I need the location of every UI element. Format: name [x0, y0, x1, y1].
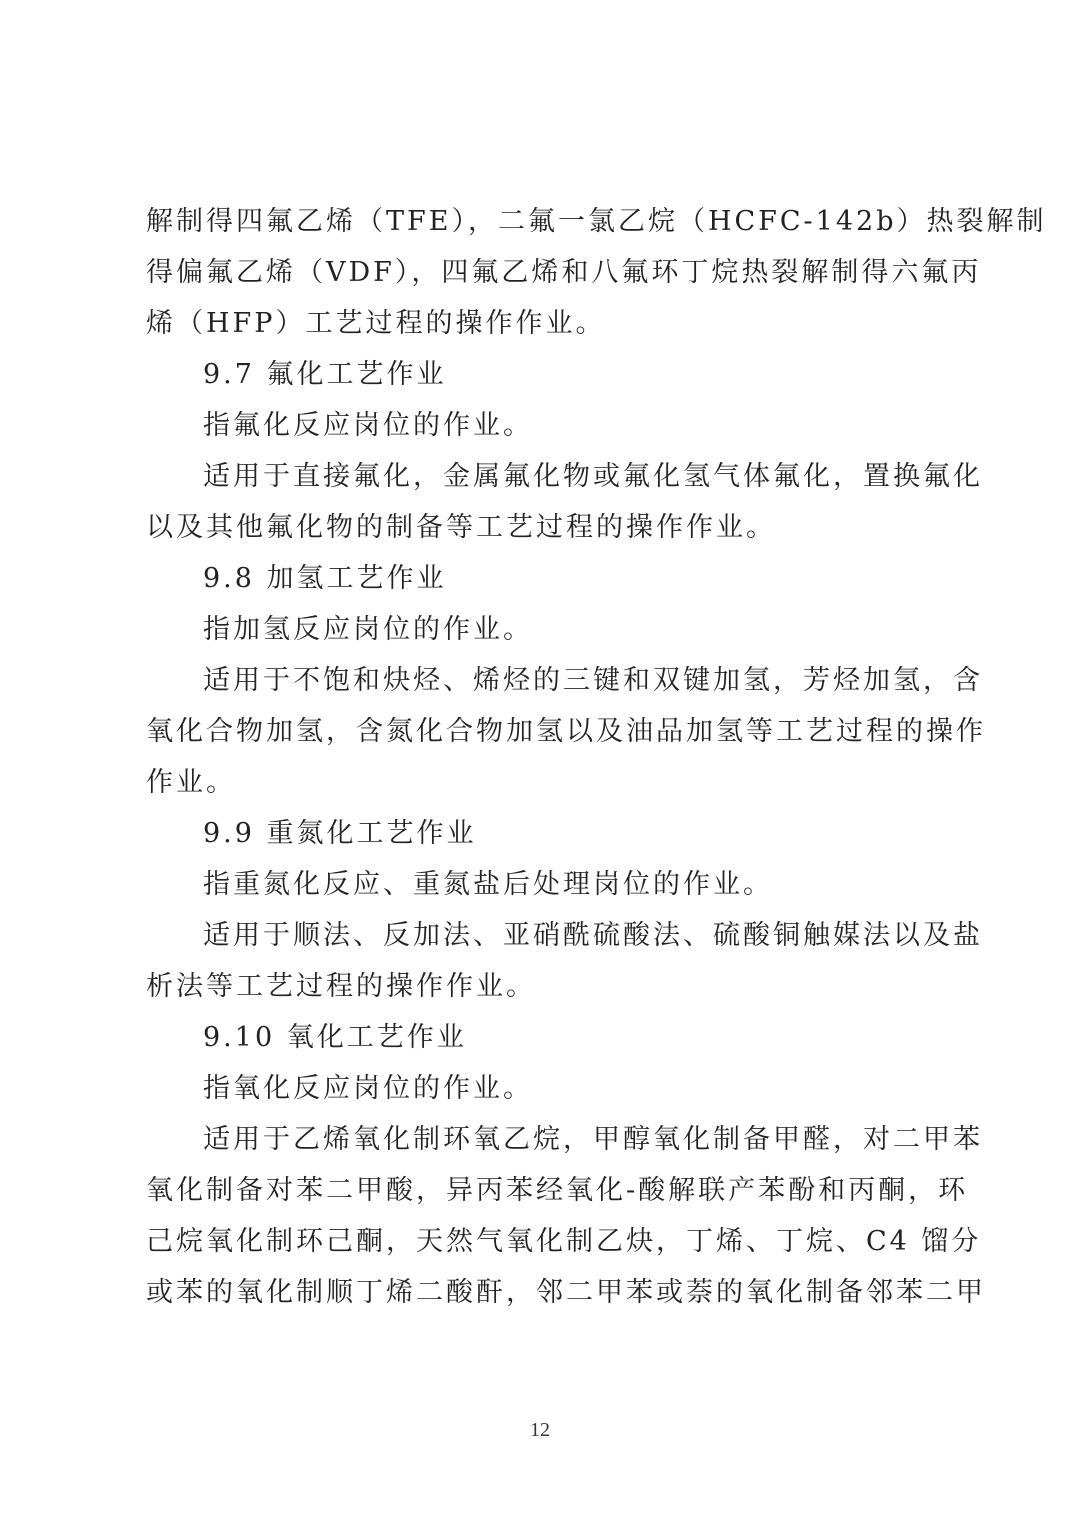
text-line: 氧化合物加氢，含氮化合物加氢以及油品加氢等工艺过程的操作 [146, 716, 986, 747]
text-line: 己烷氧化制环己酮，天然气氧化制乙炔，丁烯、丁烷、C4 馏分 [146, 1226, 982, 1257]
text-line: 适用于不饱和炔烃、烯烃的三键和双键加氢，芳烃加氢，含 [203, 665, 983, 696]
text-line: 适用于乙烯氧化制环氧乙烷，甲醇氧化制备甲醛，对二甲苯 [203, 1124, 983, 1155]
text-line: 指重氮化反应、重氮盐后处理岗位的作业。 [203, 869, 773, 900]
text-line: 以及其他氟化物的制备等工艺过程的操作作业。 [146, 512, 776, 543]
section-heading: 9.7 氟化工艺作业 [203, 359, 447, 390]
text-line: 得偏氟乙烯（VDF），四氟乙烯和八氟环丁烷热裂解制得六氟丙 [146, 257, 982, 288]
section-heading: 9.10 氧化工艺作业 [203, 1022, 467, 1053]
text-line: 指加氢反应岗位的作业。 [203, 614, 533, 645]
section-heading: 9.9 重氮化工艺作业 [203, 818, 477, 849]
text-line: 析法等工艺过程的操作作业。 [146, 971, 536, 1002]
section-heading: 9.8 加氢工艺作业 [203, 563, 447, 594]
text-line: 氧化制备对苯二甲酸，异丙苯经氧化-酸解联产苯酚和丙酮，环 [146, 1175, 969, 1206]
text-line: 烯（HFP）工艺过程的操作作业。 [146, 308, 606, 339]
text-line: 适用于顺法、反加法、亚硝酰硫酸法、硫酸铜触媒法以及盐 [203, 920, 983, 951]
document-body [146, 196, 1047, 1318]
text-line: 指氧化反应岗位的作业。 [203, 1073, 533, 1104]
text-line: 解制得四氟乙烯（TFE），二氟一氯乙烷（HCFC-142b）热裂解制 [146, 206, 1047, 237]
text-line: 作业。 [146, 767, 236, 798]
text-line: 适用于直接氟化，金属氟化物或氟化氢气体氟化，置换氟化 [203, 461, 983, 492]
text-line: 指氟化反应岗位的作业。 [203, 410, 533, 441]
text-line: 或苯的氧化制顺丁烯二酸酐，邻二甲苯或萘的氧化制备邻苯二甲 [146, 1277, 986, 1308]
page-number: 12 [530, 1419, 550, 1441]
